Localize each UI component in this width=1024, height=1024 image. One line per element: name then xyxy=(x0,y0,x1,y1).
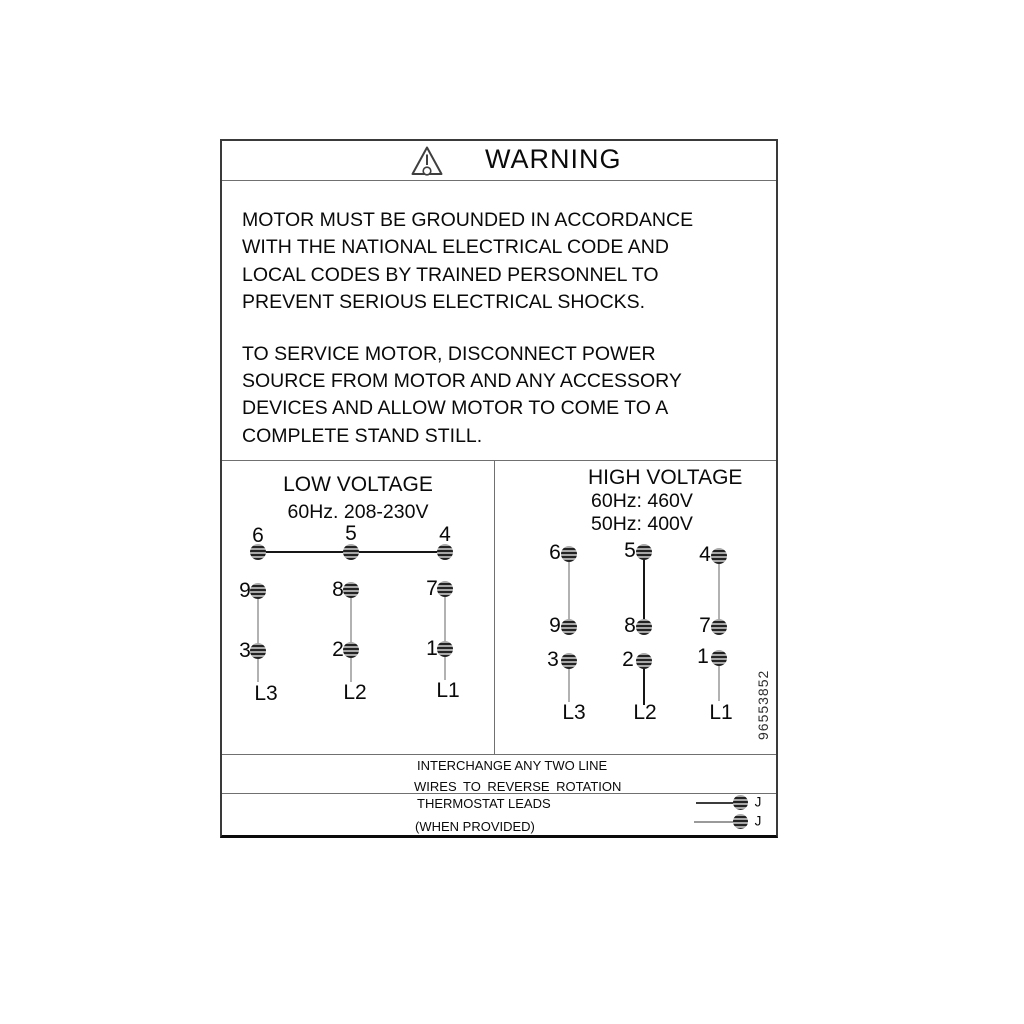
lv-terminal-8-dot xyxy=(343,582,359,598)
motor-warning-label xyxy=(220,139,778,838)
high-voltage-freq1: 60Hz: 460V xyxy=(591,490,693,512)
hv-terminal-8-dot xyxy=(636,619,652,635)
lv-terminal-7-label: 7 xyxy=(426,577,438,600)
warning-paragraph-1 xyxy=(242,207,776,317)
hv-line-L1-label: L1 xyxy=(709,701,733,724)
hv-terminal-8-label: 8 xyxy=(624,614,636,637)
thermostat-line1: THERMOSTAT LEADS xyxy=(417,796,551,811)
hv-wire-4-7 xyxy=(718,556,720,627)
hv-terminal-4-dot xyxy=(711,548,727,564)
lv-terminal-1-label: 1 xyxy=(426,637,438,660)
warning-paragraph-2 xyxy=(242,341,776,451)
hv-terminal-2-dot xyxy=(636,653,652,669)
warning-line: LOCAL CODES BY TRAINED PERSONNEL TO xyxy=(242,263,659,286)
warning-line: WITH THE NATIONAL ELECTRICAL CODE AND xyxy=(242,236,669,259)
lv-terminal-3-dot xyxy=(250,643,266,659)
warning-line: TO SERVICE MOTOR, DISCONNECT POWER xyxy=(242,342,656,365)
warning-line: COMPLETE STAND STILL. xyxy=(242,424,483,447)
hv-wire-5-8 xyxy=(643,552,645,627)
hv-terminal-1-label: 1 xyxy=(697,645,709,668)
lv-line-L2-label: L2 xyxy=(343,681,367,704)
lv-terminal-5-dot xyxy=(343,544,359,560)
hv-terminal-9-dot xyxy=(561,619,577,635)
thermostat-leads-row xyxy=(222,794,776,835)
hv-terminal-9-label: 9 xyxy=(549,614,561,637)
lv-terminal-6-label: 6 xyxy=(252,524,264,547)
low-voltage-title: LOW VOLTAGE xyxy=(283,473,433,496)
hv-line-L3-label: L3 xyxy=(562,701,586,724)
hv-terminal-1-dot xyxy=(711,650,727,666)
rotation-note-line1: INTERCHANGE ANY TWO LINE xyxy=(417,758,608,773)
hv-wire-6-9 xyxy=(568,554,570,627)
wiring-diagrams xyxy=(222,461,776,755)
warning-line: DEVICES AND ALLOW MOTOR TO COME TO A xyxy=(242,397,669,420)
lv-wire-8-2-L2 xyxy=(350,591,352,682)
lv-terminal-2-label: 2 xyxy=(332,638,344,661)
low-voltage-subtitle: 60Hz. 208-230V xyxy=(287,501,429,523)
rotation-note-row xyxy=(222,755,776,794)
lv-line-L3-label: L3 xyxy=(254,682,278,705)
warning-triangle-icon xyxy=(410,145,444,177)
hv-terminal-2-label: 2 xyxy=(622,648,634,671)
thermostat-lead-dot-2 xyxy=(733,814,748,829)
thermostat-lead-label-2: J xyxy=(754,813,762,829)
warning-title: WARNING xyxy=(485,144,622,174)
thermostat-lead-label-1: J xyxy=(754,794,762,810)
hv-terminal-4-label: 4 xyxy=(699,543,711,566)
warning-line: MOTOR MUST BE GROUNDED IN ACCORDANCE xyxy=(242,209,694,231)
warning-header xyxy=(222,141,776,181)
rotation-note-line2: WIRES TO REVERSE ROTATION xyxy=(414,779,622,794)
lv-wire-7-1-L1 xyxy=(444,590,446,680)
hv-terminal-6-dot xyxy=(561,546,577,562)
lv-terminal-5-label: 5 xyxy=(345,522,357,545)
lv-terminal-7-dot xyxy=(437,581,453,597)
lv-terminal-8-label: 8 xyxy=(332,578,344,601)
warning-line: PREVENT SERIOUS ELECTRICAL SHOCKS. xyxy=(242,291,646,314)
hv-terminal-7-label: 7 xyxy=(699,614,711,637)
lv-terminal-9-dot xyxy=(250,583,266,599)
lv-line-L1-label: L1 xyxy=(436,679,460,702)
hv-terminal-7-dot xyxy=(711,619,727,635)
warning-text-block xyxy=(222,181,776,461)
lv-terminal-1-dot xyxy=(437,641,453,657)
high-voltage-title: HIGH VOLTAGE xyxy=(588,466,743,489)
high-voltage-freq2: 50Hz: 400V xyxy=(591,513,693,535)
hv-terminal-5-label: 5 xyxy=(624,539,636,562)
lv-terminal-9-label: 9 xyxy=(239,579,251,602)
lv-terminal-4-label: 4 xyxy=(439,523,451,546)
high-voltage-panel xyxy=(494,461,776,754)
lv-terminal-2-dot xyxy=(343,642,359,658)
lv-terminal-3-label: 3 xyxy=(239,639,251,662)
thermostat-lead-dot-1 xyxy=(733,795,748,810)
thermostat-line2: (WHEN PROVIDED) xyxy=(415,819,535,834)
hv-terminal-6-label: 6 xyxy=(549,541,561,564)
hv-terminal-3-dot xyxy=(561,653,577,669)
hv-terminal-3-label: 3 xyxy=(547,648,559,671)
part-number: 96553852 xyxy=(755,669,771,740)
lv-wire-9-3-L3 xyxy=(257,591,259,682)
hv-terminal-5-dot xyxy=(636,544,652,560)
hv-line-L2-label: L2 xyxy=(633,701,657,724)
warning-line: SOURCE FROM MOTOR AND ANY ACCESSORY xyxy=(242,370,682,393)
low-voltage-panel xyxy=(222,461,494,754)
